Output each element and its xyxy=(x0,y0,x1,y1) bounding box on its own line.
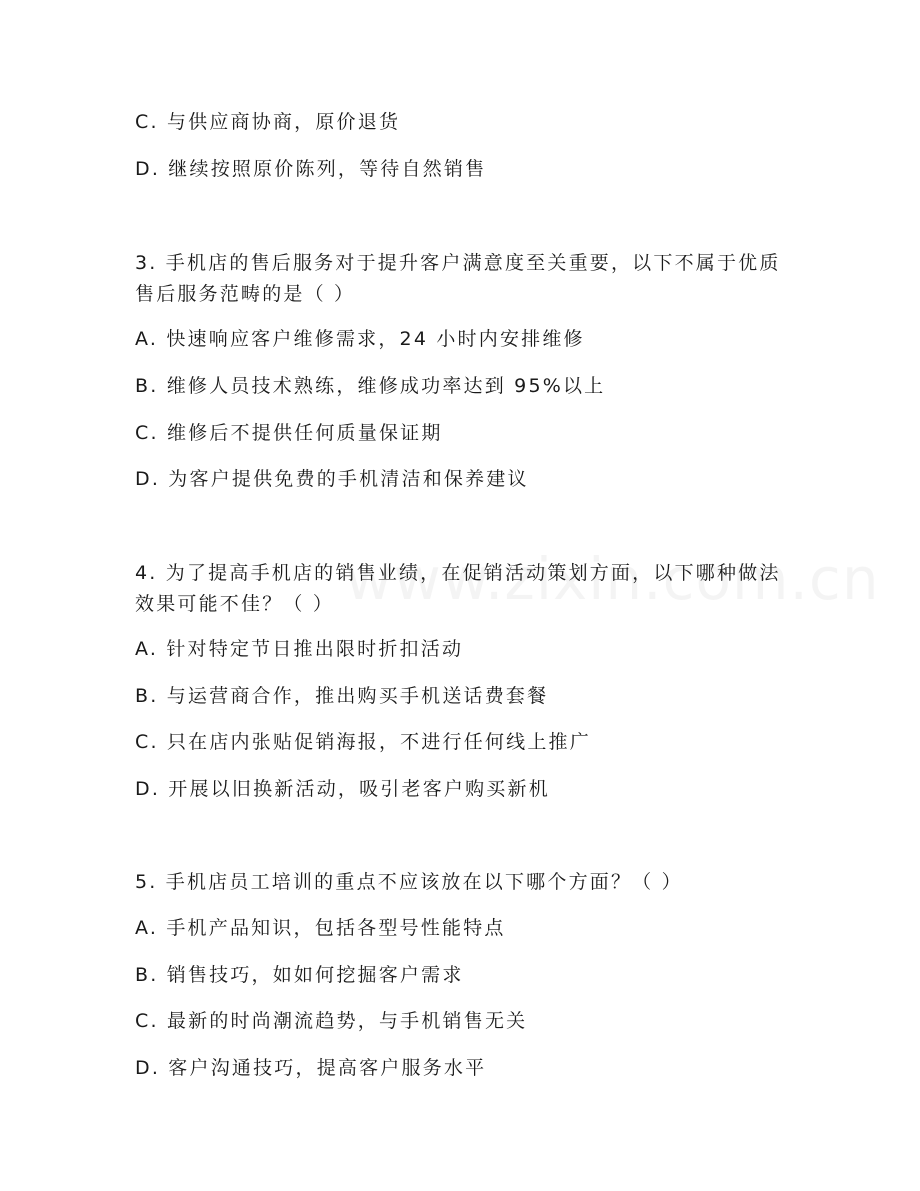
q2-option-c: C. 与供应商协商，原价退货 xyxy=(135,111,401,133)
q5-option-b: B. 销售技巧，如如何挖掘客户需求 xyxy=(135,964,464,986)
q5-stem-line-1: 5. 手机店员工培训的重点不应该放在以下哪个方面？（ ） xyxy=(135,871,683,893)
q5-option-d: D. 客户沟通技巧，提高客户服务水平 xyxy=(135,1057,487,1079)
q4-option-d: D. 开展以旧换新活动，吸引老客户购买新机 xyxy=(135,778,550,800)
q4-stem-line-2: 效果可能不佳？（ ） xyxy=(135,593,335,615)
q4-option-b: B. 与运营商合作，推出购买手机送话费套餐 xyxy=(135,685,549,707)
q3-option-d: D. 为客户提供免费的手机清洁和保养建议 xyxy=(135,468,529,490)
q3-option-b: B. 维修人员技术熟练，维修成功率达到 95%以上 xyxy=(135,375,606,397)
q3-stem-line-2: 售后服务范畴的是（ ） xyxy=(135,283,356,305)
q5-option-a: A. 手机产品知识，包括各型号性能特点 xyxy=(135,917,506,939)
q4-option-a: A. 针对特定节日推出限时折扣活动 xyxy=(135,638,464,660)
q4-stem-line-1: 4. 为了提高手机店的销售业绩，在促销活动策划方面，以下哪种做法 xyxy=(135,562,781,584)
q2-option-d: D. 继续按照原价陈列，等待自然销售 xyxy=(135,158,487,180)
q3-stem-line-1: 3. 手机店的售后服务对于提升客户满意度至关重要，以下不属于优质 xyxy=(135,252,781,274)
q5-option-c: C. 最新的时尚潮流趋势，与手机销售无关 xyxy=(135,1010,528,1032)
q4-option-c: C. 只在店内张贴促销海报，不进行任何线上推广 xyxy=(135,731,591,753)
q3-option-c: C. 维修后不提供任何质量保证期 xyxy=(135,422,443,444)
q3-option-a: A. 快速响应客户维修需求，24 小时内安排维修 xyxy=(135,328,585,350)
